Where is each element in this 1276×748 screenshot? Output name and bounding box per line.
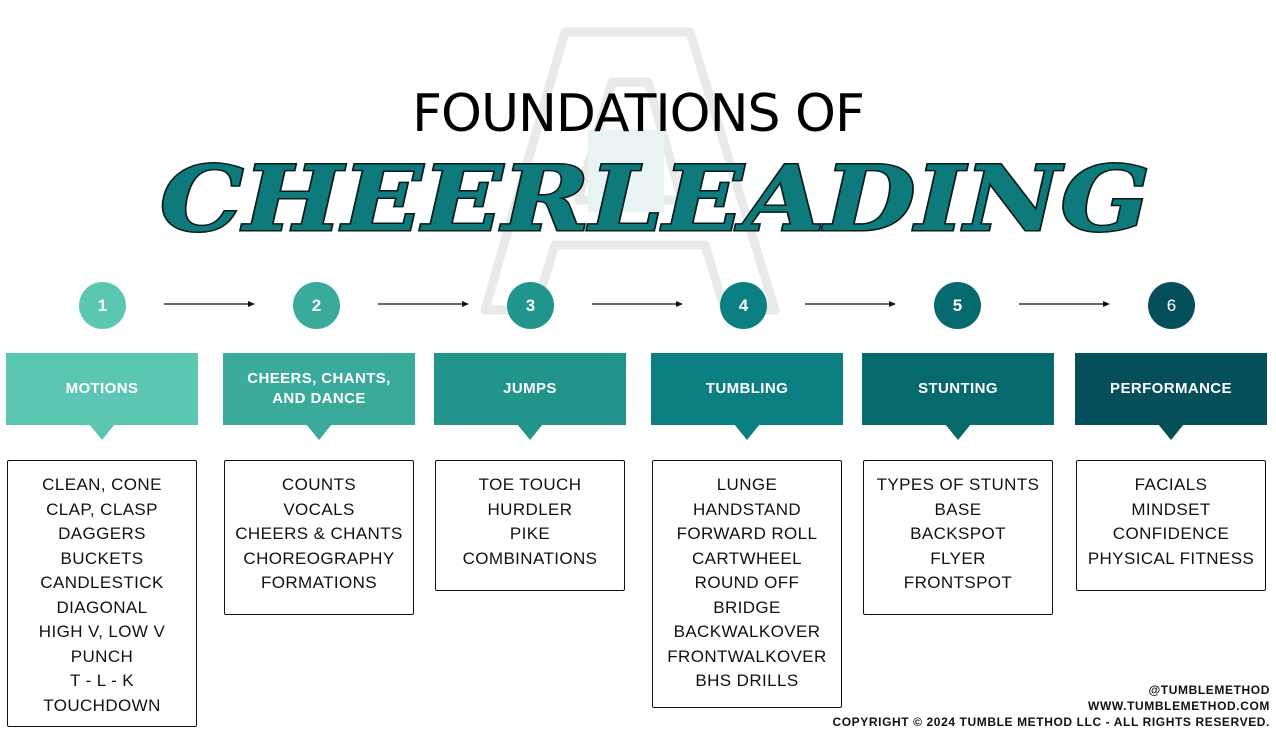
list-item: BACKSPOT [910, 524, 1006, 543]
list-item: COUNTS [281, 475, 357, 494]
step-number-5: 5 [934, 282, 981, 329]
category-label: TUMBLING [705, 380, 789, 397]
step-number-3: 3 [507, 282, 554, 329]
skill-list [229, 473, 409, 596]
list-item: CANDLESTICK [40, 573, 164, 592]
list-item: DIAGONAL [56, 597, 148, 617]
skill-list-box [435, 460, 625, 591]
list-item: TOUCHDOWN [43, 695, 161, 715]
arrow-icon [1019, 296, 1111, 312]
list-item: COMBINATIONS [462, 548, 598, 568]
footer-handle: @TUMBLEMETHOD [1148, 683, 1270, 697]
skill-list [12, 473, 192, 718]
step-number-4: 4 [720, 282, 767, 329]
list-item: CHOREOGRAPHY [243, 548, 395, 568]
category-banner [223, 353, 415, 425]
skill-list-box [863, 460, 1053, 615]
list-item: BASE [934, 499, 982, 519]
list-item: PUNCH [70, 646, 134, 666]
list-item: PIKE [509, 524, 551, 543]
skill-list-box [1076, 460, 1266, 591]
list-item: TOE TOUCH [478, 475, 582, 494]
list-item: CLEAN, CONE [42, 475, 162, 494]
category-banner [1075, 353, 1267, 425]
category-label: STUNTING [918, 380, 998, 397]
footer [832, 682, 1270, 730]
list-item: MINDSET [1131, 499, 1211, 519]
category-label: JUMPS [503, 380, 557, 397]
skill-list [440, 473, 620, 571]
list-item: BACKWALKOVER [673, 622, 821, 641]
category-banner [862, 353, 1054, 425]
list-item: HURDLER [487, 499, 573, 519]
list-item: PHYSICAL FITNESS [1087, 548, 1255, 568]
arrow-icon [592, 296, 684, 312]
list-item: TYPES OF STUNTS [876, 475, 1040, 494]
list-item: HANDSTAND [692, 499, 802, 519]
list-item: T - L - K [69, 671, 135, 690]
list-item: CARTWHEEL [691, 548, 803, 568]
footer-copyright: COPYRIGHT © 2024 TUMBLE METHOD LLC - ALL RIGHTS RESERVED. [832, 715, 1270, 729]
list-item: FORWARD ROLL [676, 524, 818, 543]
category-banner [651, 353, 843, 425]
list-item: FORMATIONS [260, 573, 378, 592]
list-item: LUNGE [716, 475, 778, 494]
skill-list-box [224, 460, 414, 615]
list-item: CHEERS & CHANTS [235, 524, 403, 543]
list-item: FRONTSPOT [903, 573, 1013, 592]
arrow-icon [164, 296, 256, 312]
list-item: FLYER [930, 548, 986, 568]
category-label: MOTIONS [65, 380, 139, 397]
list-item: FRONTWALKOVER [667, 646, 827, 666]
skill-list-box [652, 460, 842, 708]
list-item: CONFIDENCE [1112, 524, 1230, 543]
list-item: CLAP, CLASP [46, 499, 158, 519]
arrow-icon [805, 296, 897, 312]
list-item: VOCALS [283, 499, 355, 519]
step-number-6: 6 [1148, 282, 1195, 329]
list-item: FACIALS [1134, 475, 1208, 494]
footer-website: WWW.TUMBLEMETHOD.COM [1088, 699, 1270, 713]
list-item: BRIDGE [713, 597, 781, 617]
title-line1: FOUNDATIONS OF [412, 84, 864, 144]
skill-list [657, 473, 837, 694]
category-banner [6, 353, 198, 425]
arrow-icon [378, 296, 470, 312]
category-label: CHEERS, CHANTS, AND DANCE [247, 370, 391, 407]
step-number-1: 1 [79, 282, 126, 329]
title-line2-text: CHEERLEADING [160, 150, 1150, 250]
step-number-2: 2 [293, 282, 340, 329]
category-banner [434, 353, 626, 425]
list-item: BUCKETS [60, 548, 144, 568]
title-line2 [150, 150, 1160, 250]
skill-list [1081, 473, 1261, 571]
category-label: PERFORMANCE [1110, 380, 1232, 397]
list-item: ROUND OFF [694, 573, 800, 592]
skill-list-box [7, 460, 197, 727]
list-item: BHS DRILLS [695, 671, 799, 690]
list-item: HIGH V, LOW V [38, 622, 166, 641]
list-item: DAGGERS [58, 524, 146, 543]
skill-list [868, 473, 1048, 596]
